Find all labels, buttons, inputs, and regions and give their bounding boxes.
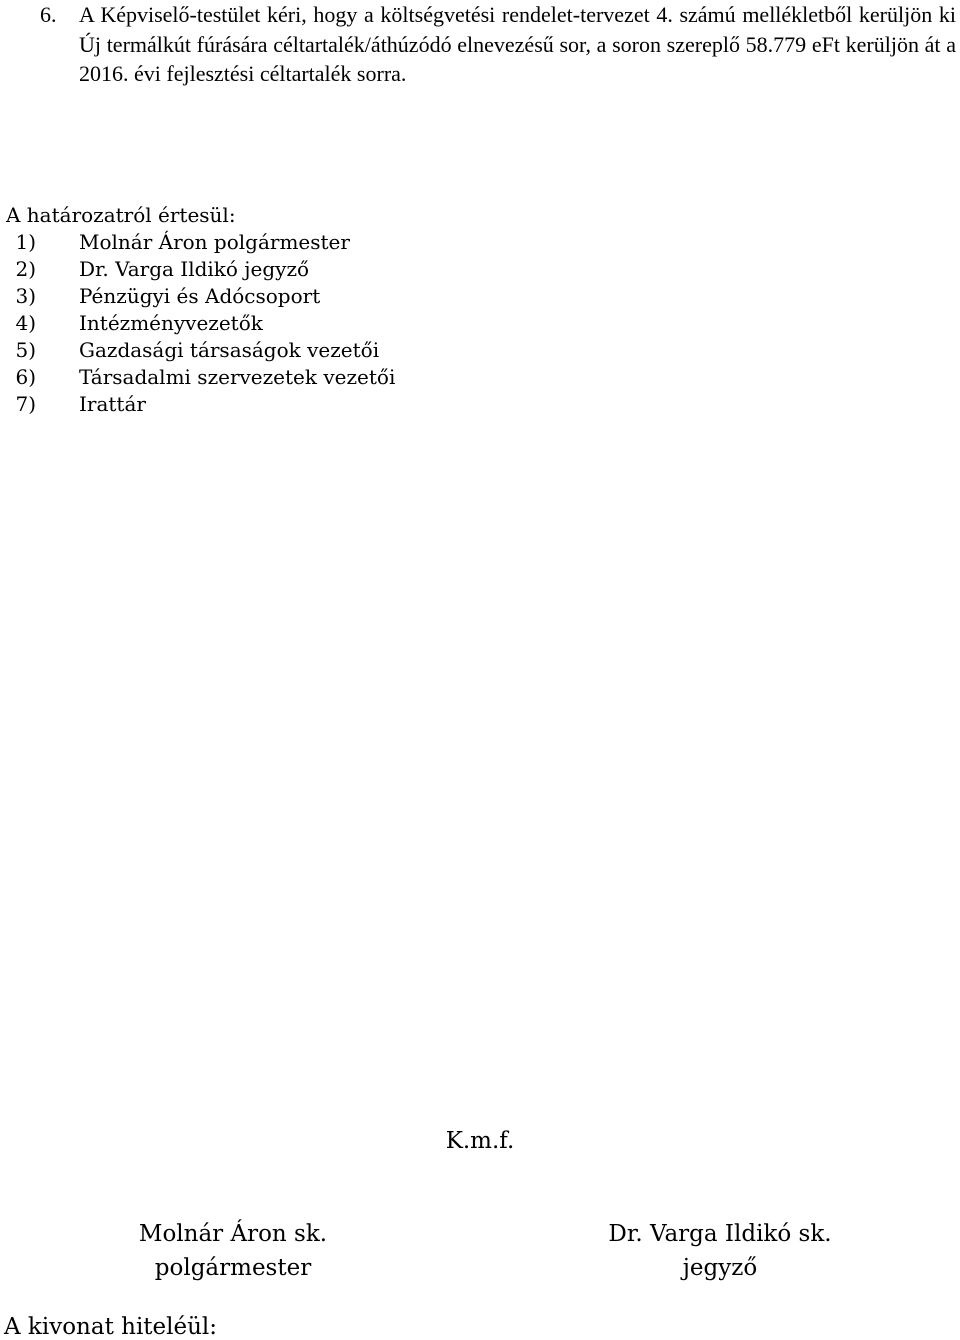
list-number: 3) xyxy=(15,284,36,308)
kmf-label: K.m.f. xyxy=(445,1128,515,1154)
signatory-title: polgármester xyxy=(154,1255,312,1281)
list-number: 7) xyxy=(15,392,36,416)
resolution-item xyxy=(40,0,956,89)
recipient-name: Irattár xyxy=(79,392,146,416)
notary-signature-block xyxy=(598,1217,842,1285)
item-number: 6. xyxy=(40,2,57,27)
recipient-name: Gazdasági társaságok vezetői xyxy=(79,338,380,362)
notification-heading: A határozatról értesül: xyxy=(6,203,236,227)
list-number: 4) xyxy=(15,311,36,335)
list-number: 6) xyxy=(15,365,36,389)
recipient-name: Dr. Varga Ildikó jegyző xyxy=(79,257,310,281)
list-number: 1) xyxy=(15,230,36,254)
recipient-name: Intézményvezetők xyxy=(79,311,263,335)
recipient-name: Társadalmi szervezetek vezetői xyxy=(79,365,396,389)
certification-label: A kivonat hiteléül: xyxy=(4,1314,218,1340)
mayor-signature-block xyxy=(118,1217,348,1285)
recipient-name: Pénzügyi és Adócsoport xyxy=(79,284,321,308)
recipient-name: Molnár Áron polgármester xyxy=(79,230,350,254)
signatory-title: jegyző xyxy=(682,1255,758,1281)
signatory-name: Dr. Varga Ildikó sk. xyxy=(608,1221,832,1247)
signatory-name: Molnár Áron sk. xyxy=(138,1221,328,1247)
list-number: 5) xyxy=(15,338,36,362)
item-text: A Képviselő-testület kéri, hogy a költségvetési rendelet-tervezet 4. számú mellékletből kerüljön ki Új termálkút fúrására céltartalék/áthúzódó elnevezésű sor, a soron szereplő 58.779 eFt kerüljön át a 2016. évi fejlesztési céltartalék sorra. xyxy=(79,2,956,86)
list-number: 2) xyxy=(15,257,36,281)
